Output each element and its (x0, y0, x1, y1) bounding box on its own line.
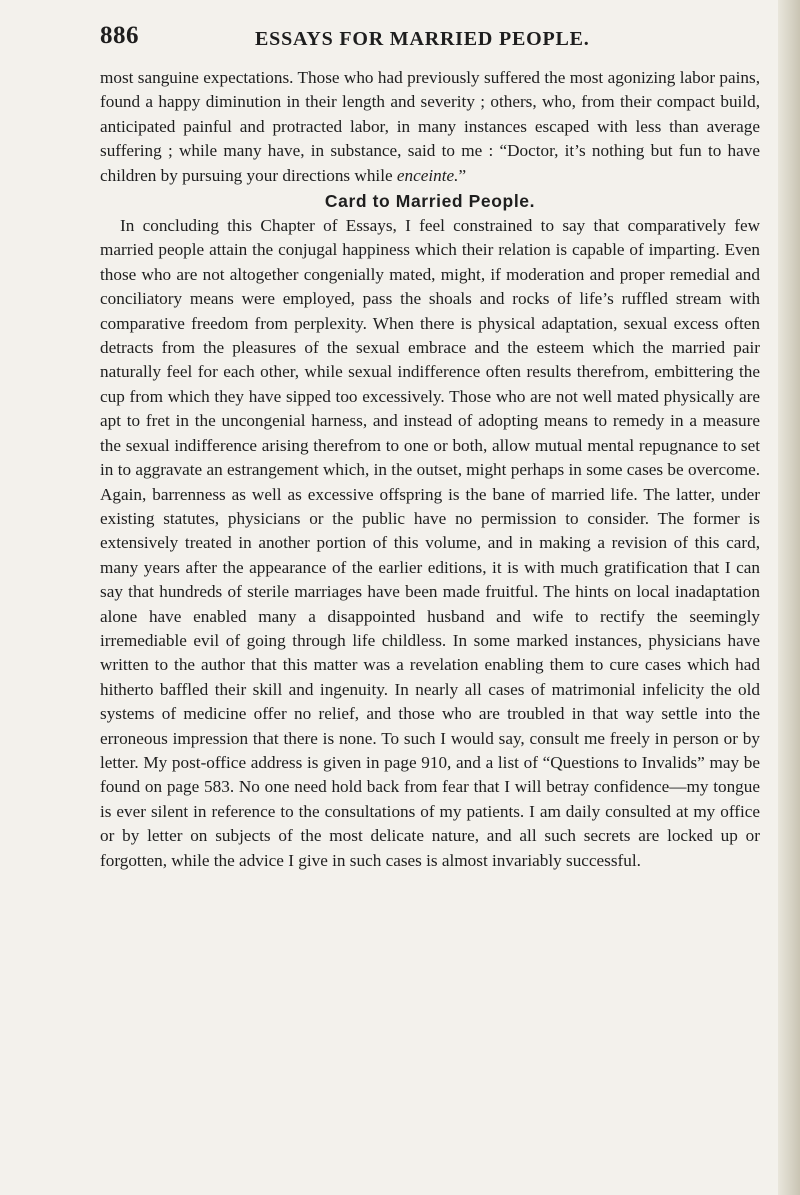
closing-quote: ” (458, 165, 467, 185)
paragraph-continued-text: most sanguine expectations. Those who had previously suffered the most agonizing labor pains, found a happy diminution in their length and severity ; others, who, from their compact build, anticipated painful and protracted labor, in many instances escaped with less than average suffering ; while many have, in substance, said to me : “Doctor, it’s nothing but fun to have children by pursuing your directions while (100, 68, 760, 185)
section-heading: Card to Married People. (324, 191, 536, 212)
page-edge-shadow (778, 0, 800, 1195)
paragraph-continued (100, 66, 760, 188)
paragraph-card: In concluding this Chapter of Essays, I feel constrained to say that comparatively few married people attain the conjugal happiness which their relation is capable of imparting. Even those who are not altogether congenially mated, might, if moderation and proper remedial and conciliatory means were employed, pass the shoals and rocks of life’s ruffled stream with comparative freedom from perplexity. When there is physical adaptation, sexual excess often detracts from the pleasures of the sexual embrace and the esteem which the married pair naturally feel for each other, while sexual indifference often results therefrom, embittering the cup from which they have sipped too excessively. Those who are not well mated physically are apt to fret in the uncongenial harness, and instead of adopting means to remedy in a measure the sexual indifference arising therefrom to one or both, allow mutual mental repugnance to set in to aggravate an estrangement which, in the outset, might perhaps in some cases be overcome. Again, barrenness as well as excessive offspring is the bane of married life. The latter, under existing statutes, physicians or the public have no permission to consider. The former is extensively treated in another portion of this volume, and in making a revision of this card, many years after the appearance of the earlier editions, it is with much gratification that I can say that hundreds of sterile marriages have been made fruitful. The hints on local inadaptation alone have enabled many a disappointed husband and wife to rectify the seemingly irremediable evil of going through life childless. In some marked instances, physicians have written to the author that this matter was a revelation enabling them to cure cases which had hitherto baffled their skill and ingenuity. In nearly all cases of matrimonial infelicity the old systems of medicine offer no relief, and those who are troubled in that way settle into the erroneous impression that there is none. To such I would say, consult me freely in person or by letter. My post-office address is given in page 910, and a list of “Questions to Invalids” may be found on page 583. No one need hold back from fear that I will betray confidence—my tongue is ever silent in reference to the consultations of my patients. I am daily consulted at my office or by letter on subjects of the most delicate nature, and all such secrets are locked up or forgotten, while the advice I give in such cases is almost invariably successful. (100, 216, 760, 870)
page-header (100, 22, 760, 66)
page-number: 886 (100, 22, 139, 49)
book-page (100, 22, 760, 873)
emphasis-enceinte: enceinte. (396, 165, 459, 185)
running-head: ESSAYS FOR MARRIED PEOPLE. (255, 28, 590, 50)
